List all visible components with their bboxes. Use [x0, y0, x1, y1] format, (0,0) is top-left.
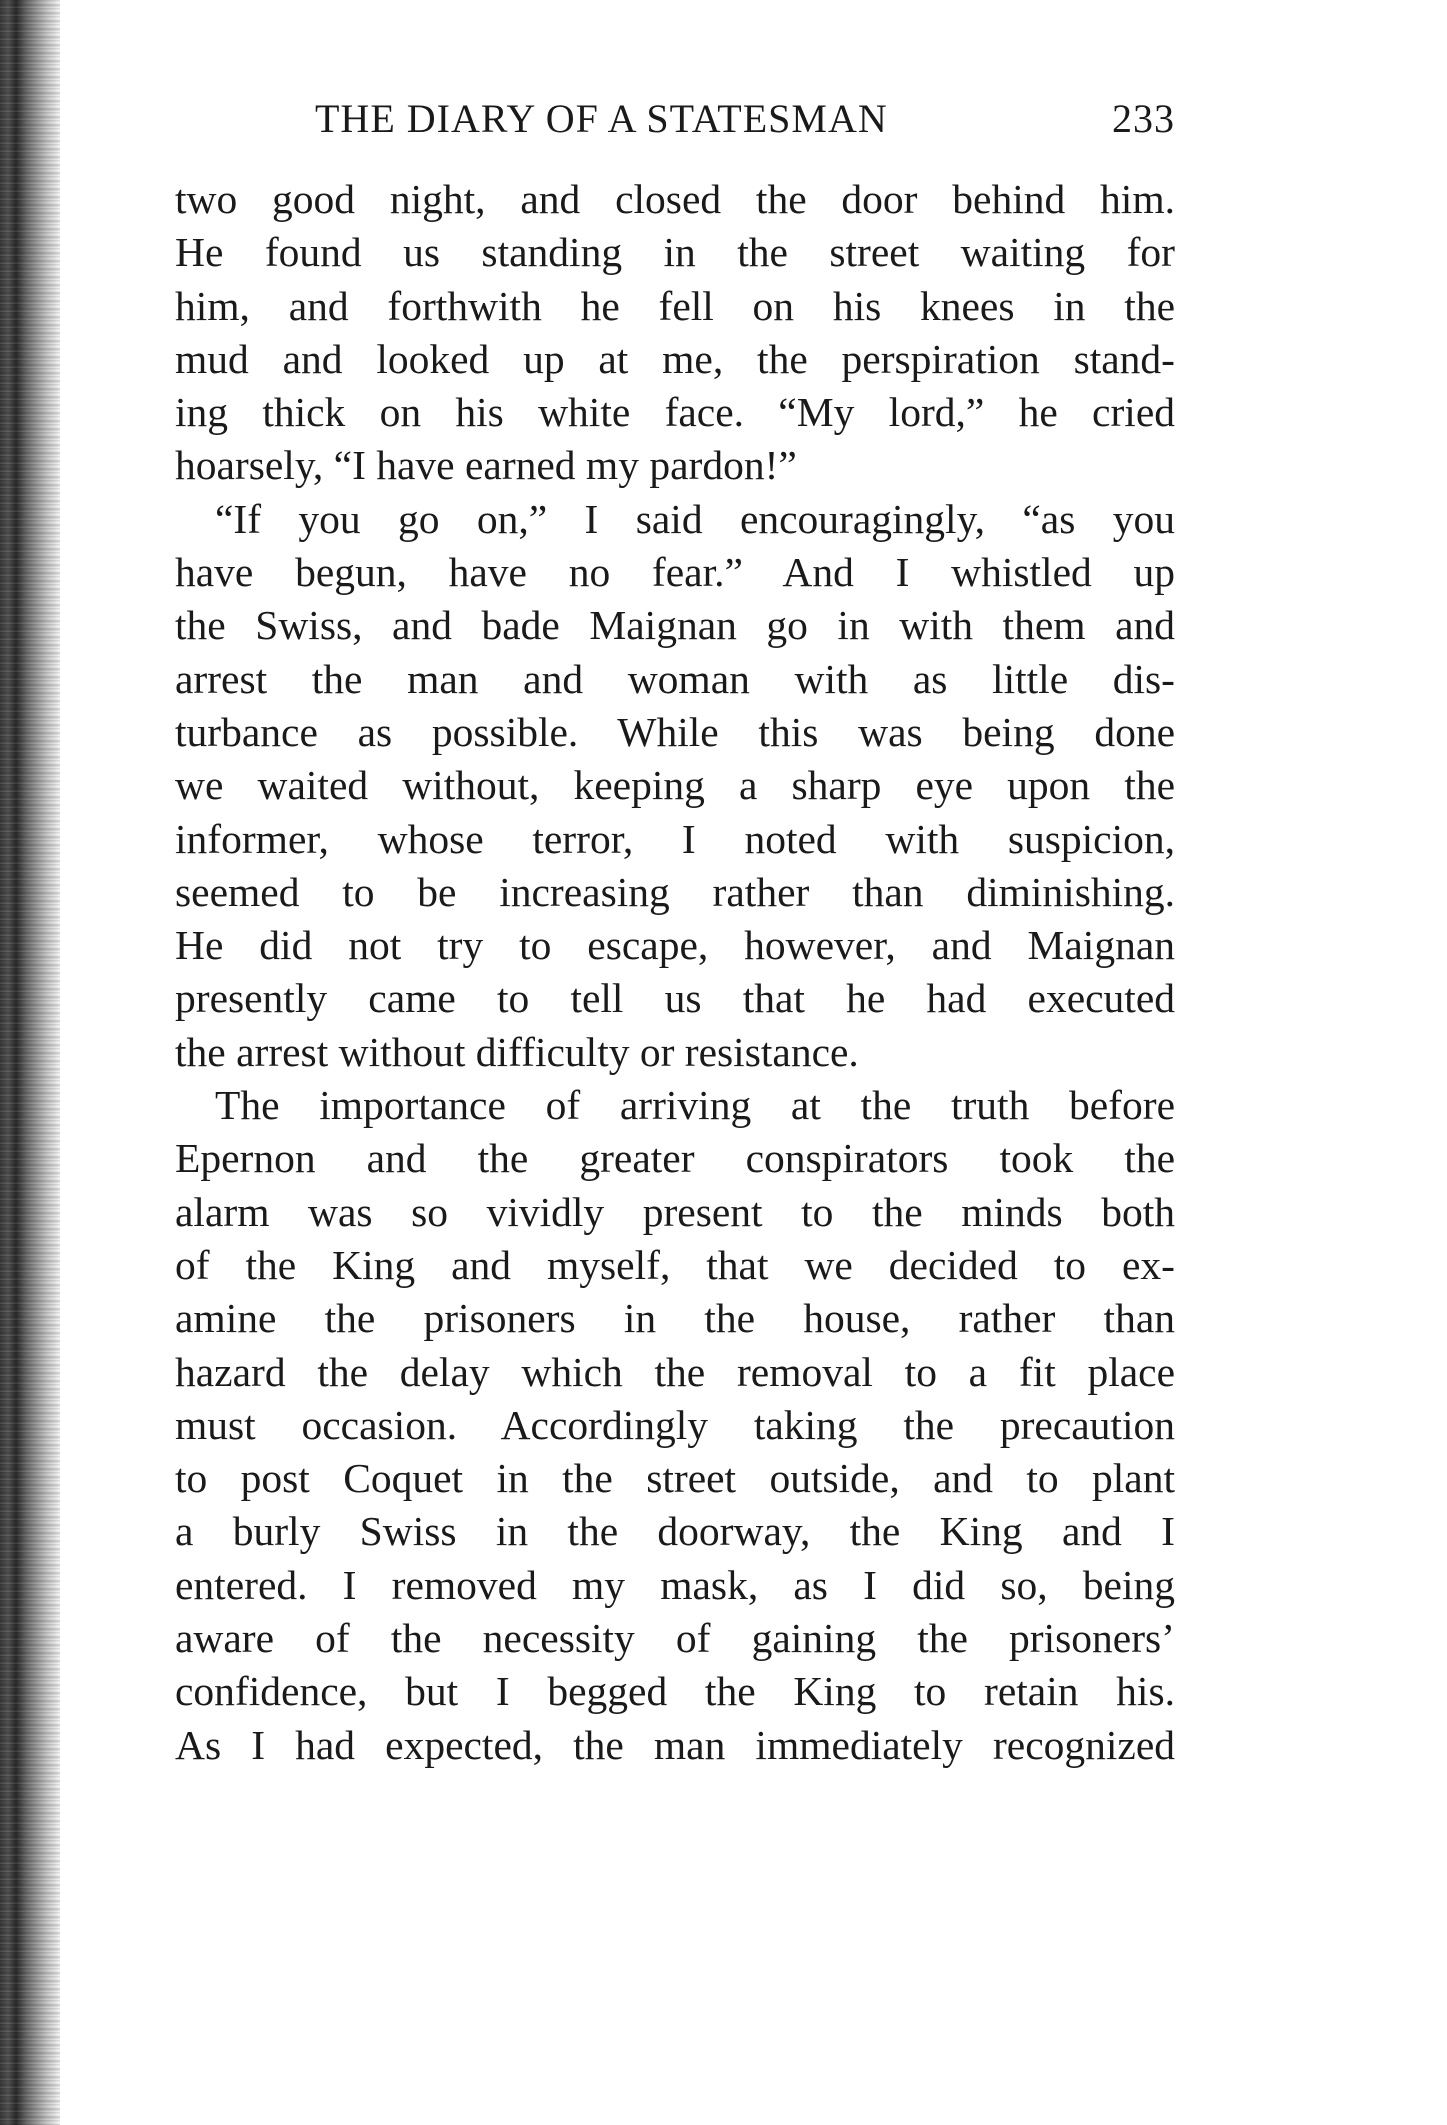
page-number: 233 [1112, 96, 1175, 141]
body-text [175, 173, 1175, 1772]
text-line: we waited without, keeping a sharp eye upon the [175, 762, 1175, 809]
text-line: presently came to tell us that he had executed [175, 975, 1175, 1022]
text-line: The importance of arriving at the truth before [215, 1082, 1175, 1129]
book-page [175, 95, 1175, 1772]
text-line: to post Coquet in the street outside, and to plant [175, 1455, 1175, 1502]
text-line: amine the prisoners in the house, rather than [175, 1295, 1175, 1342]
text-line: hoarsely, “I have earned my pardon!” [175, 442, 797, 489]
text-line: Epernon and the greater conspirators took the [175, 1135, 1175, 1182]
text-line: mud and looked up at me, the perspiration stand- [175, 335, 1175, 382]
text-line: have begun, have no fear.” And I whistled up [175, 549, 1175, 596]
text-line: “If you go on,” I said encouragingly, “as you [215, 495, 1175, 542]
text-line: hazard the delay which the removal to a fit place [175, 1348, 1175, 1395]
text-line: a burly Swiss in the doorway, the King and I [175, 1508, 1175, 1555]
text-line: He found us standing in the street waiting for [175, 229, 1175, 276]
text-line: alarm was so vividly present to the minds both [175, 1188, 1175, 1235]
text-line: aware of the necessity of gaining the prisoners’ [175, 1615, 1175, 1662]
text-line: turbance as possible. While this was being done [175, 708, 1175, 755]
text-line: ing thick on his white face. “My lord,” he cried [175, 389, 1175, 436]
text-line: confidence, but I begged the King to retain his. [175, 1668, 1175, 1715]
page-binding-edge [0, 0, 60, 2125]
text-line: He did not try to escape, however, and Maignan [175, 922, 1175, 969]
text-line: him, and forthwith he fell on his knees in the [175, 282, 1175, 329]
text-line: two good night, and closed the door behind him. [175, 176, 1175, 222]
text-line: the Swiss, and bade Maignan go in with them and [175, 602, 1175, 649]
running-head [175, 95, 1175, 145]
text-line: seemed to be increasing rather than diminishing. [175, 868, 1175, 915]
text-line: informer, whose terror, I noted with suspicion, [175, 815, 1175, 862]
text-line: arrest the man and woman with as little dis- [175, 655, 1175, 702]
text-line: As I had expected, the man immediately recognized [175, 1721, 1175, 1768]
text-line: the arrest without difficulty or resistance. [175, 1028, 859, 1075]
text-line: of the King and myself, that we decided to ex- [175, 1241, 1175, 1288]
text-line: must occasion. Accordingly taking the precaution [175, 1401, 1175, 1448]
running-title: THE DIARY OF A STATESMAN [315, 96, 888, 141]
text-line: entered. I removed my mask, as I did so, being [175, 1561, 1175, 1608]
